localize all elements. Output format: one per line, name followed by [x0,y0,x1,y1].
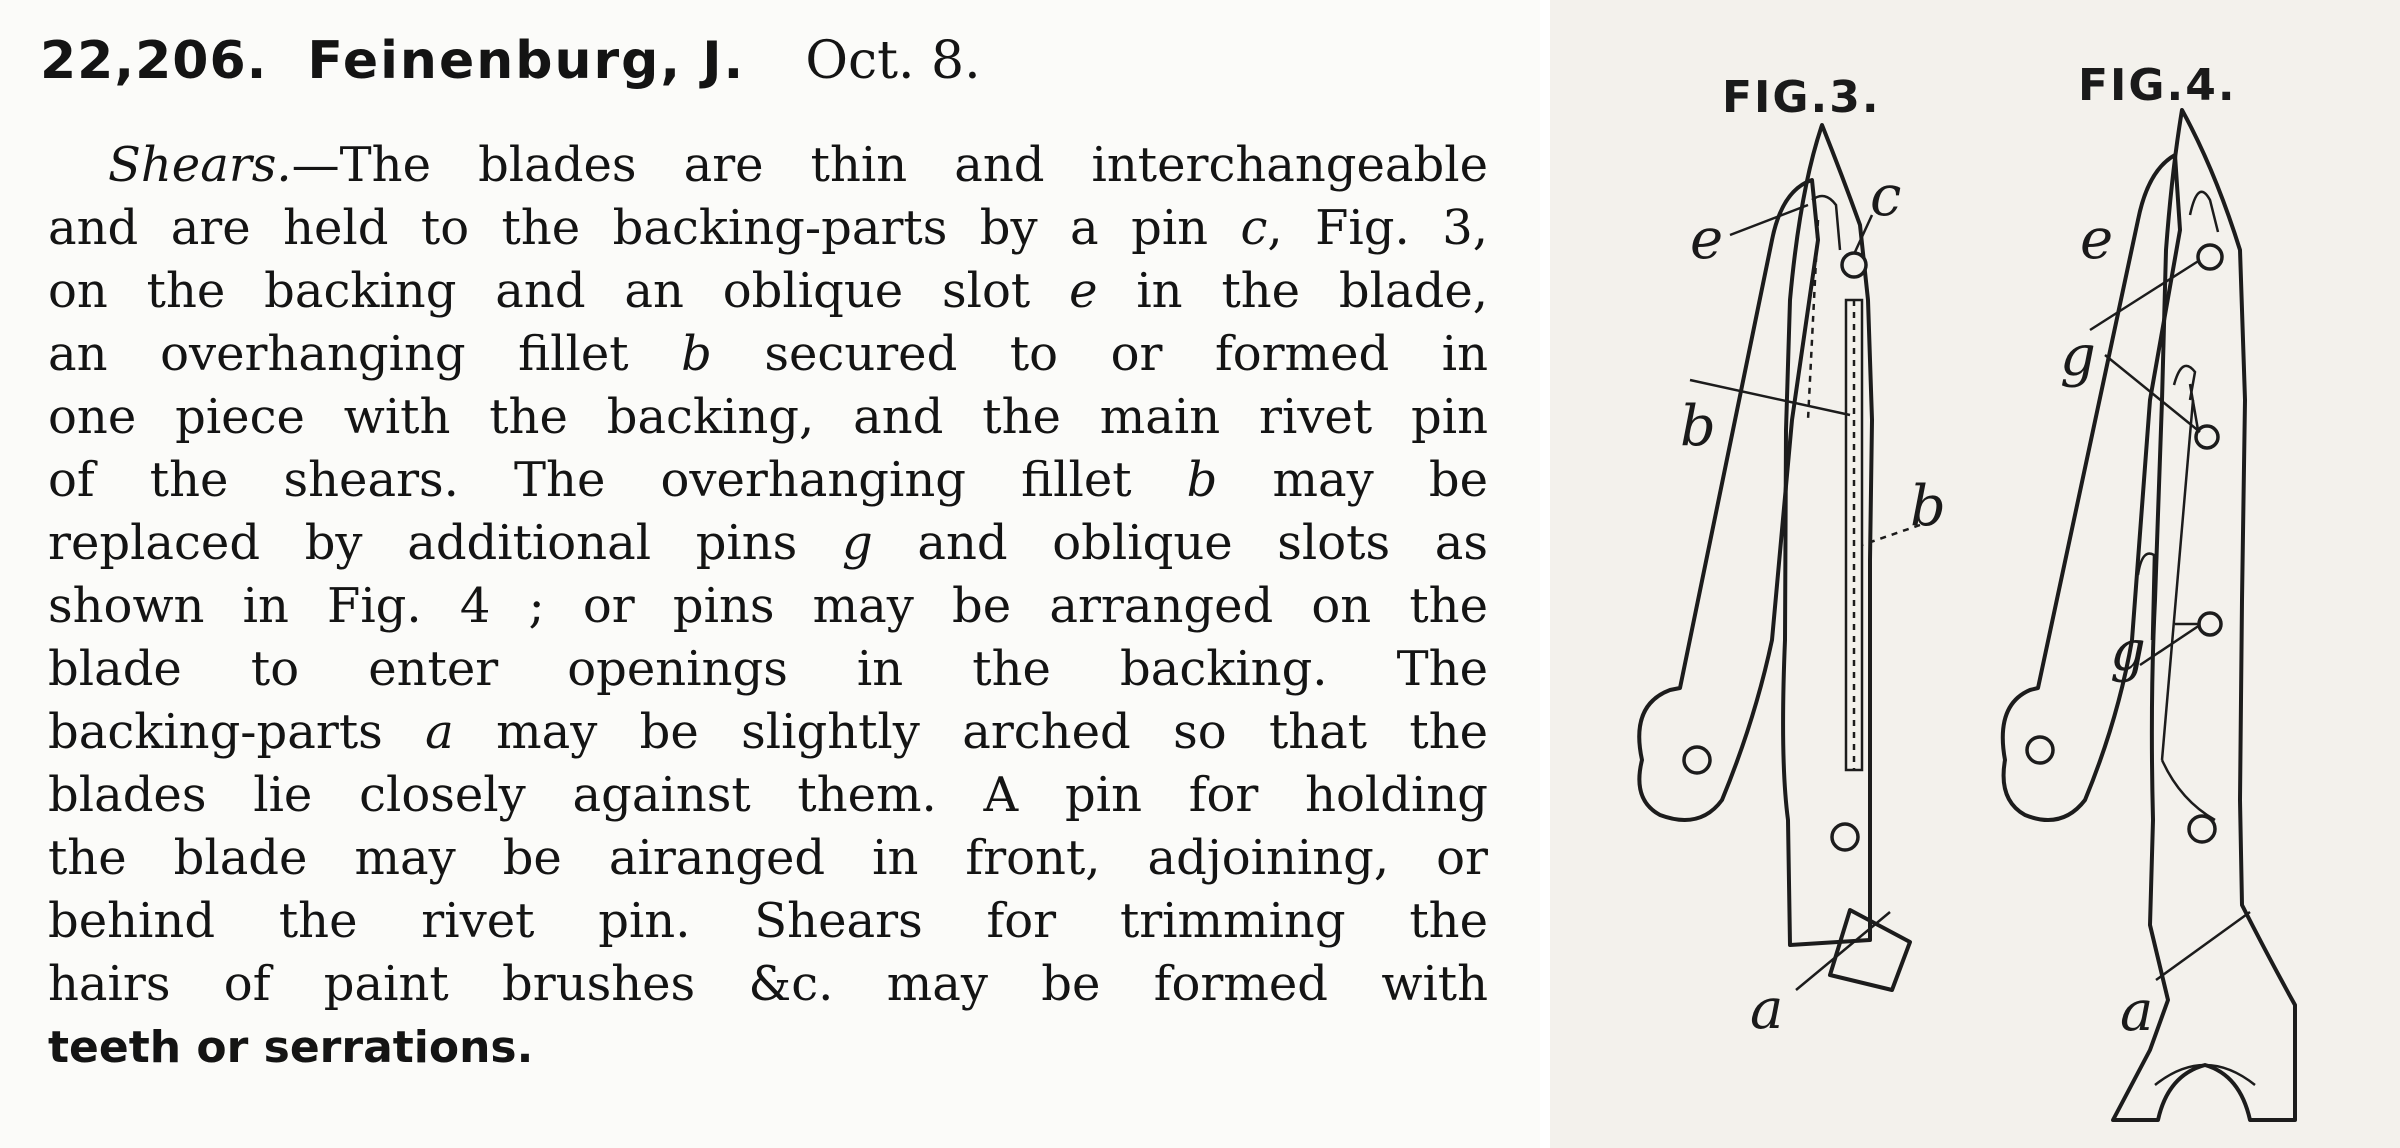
fig4-rivet-hole [2189,816,2215,842]
ref-g: g [841,515,873,571]
ref-c: c [1240,200,1268,256]
ref-b-2: b [1186,452,1218,508]
figure-4 [2003,60,2295,1120]
ref-e: e [1069,263,1098,319]
fig4-blade-edge [2162,400,2193,760]
fig4-pin-upper [2196,426,2218,448]
fig3-blade [1783,125,1872,945]
text-line-15: teeth or serrations. [48,1022,534,1073]
text-line-6: of the shears. The overhanging fillet b may be [48,452,1488,508]
fig4-leader-a [2156,912,2250,980]
patent-figures [1550,0,2400,1148]
fig3-label-a: a [1750,977,1784,1042]
subject-title: Shears. [108,137,292,193]
patent-number: 22,206. [40,31,268,91]
text-line-13: behind the rivet pin. Shears for trimming the [48,893,1488,949]
fig3-pin-c [1842,253,1866,277]
figures-panel [1550,0,2400,1148]
text-line-14: hairs of paint brushes &c. may be formed with [48,956,1488,1012]
fig3-label-b-right: b [1910,474,1946,539]
fig4-label-e: e [2080,207,2114,272]
text-line-7: replaced by additional pins g and oblique slots as [48,515,1488,571]
text-line-3: on the backing and an oblique slot e in the blade, [48,263,1488,319]
fig3-handle-ring [1684,747,1710,773]
fig4-pin-middle [2199,613,2221,635]
fig3-label-e: e [1690,207,1724,272]
fig3-label-c: c [1870,164,1902,229]
figure-3 [1639,72,1946,1042]
text-line-9: blade to enter openings in the backing. The [48,641,1488,697]
fig4-label-g-top: g [2060,324,2096,389]
fig4-handle-ring [2027,737,2053,763]
text-line-11: blades lie closely against them. A pin for holding [48,767,1488,823]
inventor-name: Feinenburg, J. [307,31,746,91]
text-line-4: an overhanging fillet b secured to or formed in [48,326,1488,382]
text-line-8: shown in Fig. 4 ; or pins may be arranged on the [48,578,1488,634]
fig4-label-g-mid: g [2110,619,2146,684]
text-line-5: one piece with the backing, and the main rivet pin [48,389,1488,445]
text-line-10: backing-parts a may be slightly arched so that the [48,704,1488,760]
fig4-slot-top [2190,192,2218,232]
scan-divider [1540,0,1550,1148]
ref-b: b [681,326,712,382]
ref-a: a [425,704,454,760]
fig4-label-a: a [2120,979,2154,1044]
fig3-title: FIG.3. [1722,72,1881,123]
entry-header [40,26,981,96]
fig3-tail [1830,910,1910,990]
fig4-bow-arch [2155,1065,2255,1085]
fig3-rivet-hole [1832,824,1858,850]
text-line-2: and are held to the backing-parts by a pin c, Fig. 3, [48,200,1488,256]
text-line-1: Shears.—The blades are thin and interchangeable [108,137,1488,193]
abstract-body [48,134,1488,1079]
fig4-blade-edge-curve [2162,760,2215,820]
fig3-label-b-left: b [1680,394,1716,459]
fig4-title: FIG.4. [2078,60,2237,111]
text-line-12: the blade may be airanged in front, adjoining, or [48,830,1488,886]
fig4-pin-top [2198,245,2222,269]
entry-date: Oct. 8. [805,31,981,91]
